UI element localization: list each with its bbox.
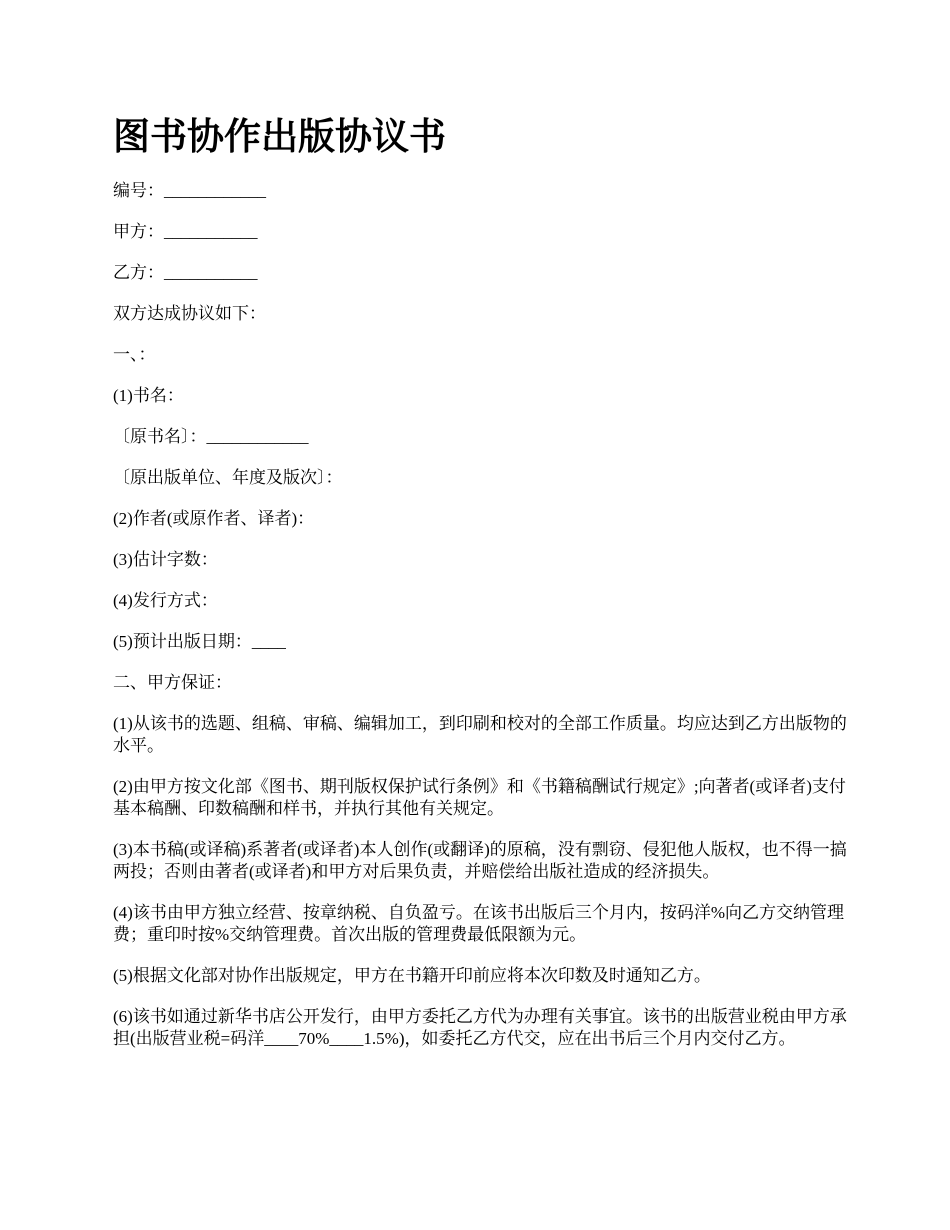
section-1-heading: 一、： bbox=[113, 345, 156, 364]
intro-text: 双方达成协议如下： bbox=[113, 304, 266, 323]
section-2-clause-4: (4)该书由甲方独立经营、按章纳税、自负盈亏。在该书出版后三个月内，按码洋%向乙方交纳管理费；重印时按%交纳管理费。首次出版的管理费最低限额为元。 bbox=[113, 903, 844, 944]
section-1-item-word-count: (3)估计字数： bbox=[113, 550, 218, 569]
section-2-clause-6: (6)该书如通过新华书店公开发行，由甲方委托乙方代为办理有关事宜。该书的出版营业税由甲方承担(出版营业税=码洋____70%____1.5%)，如委托乙方代交，应在出书后三个月内交付乙方。 bbox=[113, 1007, 847, 1048]
section-1-item-author: (2)作者(或原作者、译者)： bbox=[113, 509, 315, 528]
section-2-clause-2: (2)由甲方按文化部《图书、期刊版权保护试行条例》和《书籍稿酬试行规定》;向著者(或译者)支付基本稿酬、印数稿酬和样书，并执行其他有关规定。 bbox=[113, 777, 846, 818]
section-2-clause-5: (5)根据文化部对协作出版规定，甲方在书籍开印前应将本次印数及时通知乙方。 bbox=[113, 966, 711, 985]
section-1-item-original-title: 〔原书名〕：____________ bbox=[113, 427, 309, 446]
document-page bbox=[113, 112, 848, 1069]
section-1-item-publish-date: (5)预计出版日期：____ bbox=[113, 632, 286, 651]
section-2-clause-1: (1)从该书的选题、组稿、审稿、编辑加工，到印刷和校对的全部工作质量。均应达到乙方出版物的水平。 bbox=[113, 714, 847, 755]
field-party-a: 甲方：___________ bbox=[113, 222, 258, 241]
section-1-item-distribution: (4)发行方式： bbox=[113, 591, 218, 610]
section-2-heading: 二、甲方保证： bbox=[113, 673, 232, 692]
section-2-clause-3: (3)本书稿(或译稿)系著者(或译者)本人创作(或翻译)的原稿，没有剽窃、侵犯他人版权，也不得一搞两投；否则由著者(或译者)和甲方对后果负责，并赔偿给出版社造成的经济损失。 bbox=[113, 840, 847, 881]
document-title: 图书协作出版协议书 bbox=[113, 116, 446, 157]
section-1-item-book-title: (1)书名： bbox=[113, 386, 184, 405]
section-1-item-original-publisher: 〔原出版单位、年度及版次〕： bbox=[113, 468, 343, 487]
field-number: 编号：____________ bbox=[113, 181, 266, 200]
field-party-b: 乙方：___________ bbox=[113, 263, 258, 282]
